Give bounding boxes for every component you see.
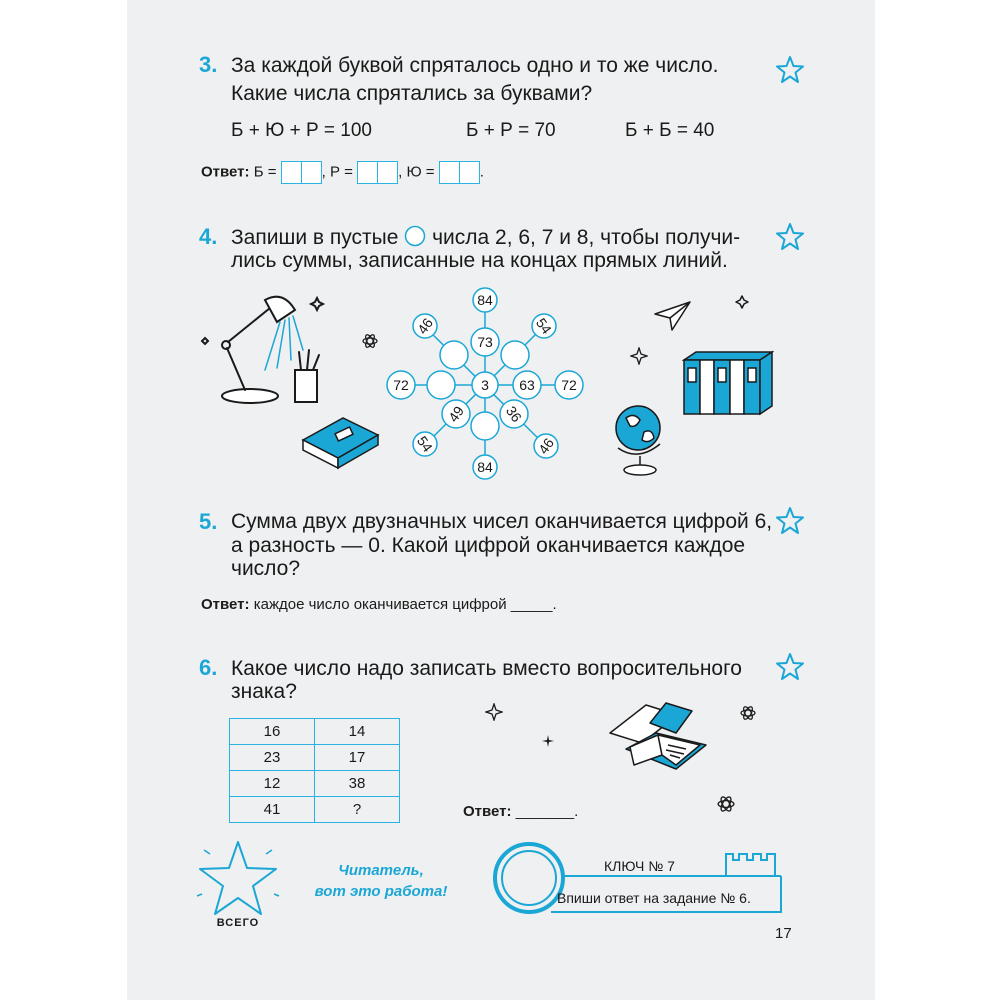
sum-puzzle-diagram — [380, 280, 590, 490]
sparkle-icon — [485, 703, 503, 721]
answer-r-label: , Р = — [321, 163, 353, 181]
sum-upper-left: 46 — [413, 315, 437, 337]
table-row — [230, 745, 400, 771]
page-number: 17 — [775, 925, 792, 942]
task4-number: 4. — [199, 224, 218, 249]
answer-label: Ответ: — [463, 803, 512, 820]
answer-yu-box-2[interactable] — [460, 161, 480, 184]
atom-icon — [717, 795, 735, 813]
total-label: ВСЕГО — [216, 917, 260, 929]
key-title: КЛЮЧ № 7 — [604, 858, 675, 874]
sum-bottom: 84 — [477, 459, 493, 475]
cheer-line-1: Читатель, — [338, 862, 424, 879]
table-cell: 23 — [230, 745, 315, 771]
empty-circle[interactable] — [501, 341, 529, 369]
task6-text-line2: знака? — [231, 680, 297, 703]
star-icon — [775, 222, 805, 252]
table-row — [230, 719, 400, 745]
task6-answer-blank: _______. — [515, 803, 579, 820]
sparkle-icon — [630, 347, 648, 365]
answer-b-box-1[interactable] — [281, 161, 302, 184]
task4-text-line2: лись суммы, записанные на концах прямых линий. — [231, 249, 728, 272]
sum-top: 84 — [477, 292, 493, 308]
cheer-text — [296, 860, 466, 902]
sum-right: 72 — [561, 377, 577, 393]
sparkle-icon — [541, 734, 555, 748]
task4-text-part-b: числа 2, 6, 7 и 8, чтобы получи- — [432, 226, 741, 249]
task3-equation-3: Б + Б = 40 — [625, 120, 715, 141]
total-star-icon — [196, 838, 280, 934]
table-cell: 14 — [315, 719, 400, 745]
empty-circle[interactable] — [471, 412, 499, 440]
atom-icon — [740, 705, 756, 721]
star-icon — [775, 506, 805, 536]
task5-text-line2: а разность — 0. Какой цифрой оканчивается каждое — [231, 534, 746, 557]
task6-text-line1: Какое число надо записать вместо вопросительного — [231, 657, 742, 680]
key-instruction: Впиши ответ на задание № 6. — [557, 890, 751, 906]
paper-plane-icon — [650, 292, 755, 337]
answer-b-label: Б = — [253, 163, 277, 181]
answer-end: . — [479, 163, 484, 181]
open-books-icon — [606, 693, 714, 779]
sum-lower-right: 46 — [534, 435, 558, 457]
sum-left: 72 — [393, 377, 409, 393]
task3-text-line2: Какие числа спрятались за буквами? — [231, 82, 593, 105]
table-cell: 38 — [315, 771, 400, 797]
sum-lower-left: 54 — [413, 433, 437, 455]
books-stack-icon — [298, 410, 383, 475]
sum-inner-lower-right: 36 — [502, 403, 526, 425]
task3-number: 3. — [199, 52, 218, 77]
table-row — [230, 797, 400, 823]
task3-text-line1: За каждой буквой спряталось одно и то же число. — [231, 54, 719, 77]
task6-number-table — [229, 718, 400, 823]
sum-center: 3 — [481, 377, 489, 393]
task6-answer — [463, 803, 578, 820]
sum-inner-top: 73 — [477, 334, 493, 350]
key-icon — [489, 838, 785, 918]
table-cell: 41 — [230, 797, 315, 823]
answer-r-box-2[interactable] — [378, 161, 398, 184]
atom-icon — [362, 333, 378, 349]
table-cell: ? — [315, 797, 400, 823]
sum-inner-lower-left: 49 — [444, 403, 468, 425]
globe-icon — [608, 398, 673, 478]
table-row — [230, 771, 400, 797]
task5-answer — [201, 596, 557, 613]
task5-answer-text: каждое число оканчивается цифрой _____. — [253, 596, 557, 613]
desk-lamp-icon — [195, 290, 330, 410]
cheer-line-2: вот это работа! — [314, 883, 448, 900]
table-cell: 17 — [315, 745, 400, 771]
empty-circle[interactable] — [440, 341, 468, 369]
task3-answer — [201, 161, 484, 184]
sum-upper-right: 54 — [532, 315, 556, 337]
table-cell: 12 — [230, 771, 315, 797]
task6-number: 6. — [199, 655, 218, 680]
task3-equation-1: Б + Ю + Р = 100 — [231, 120, 372, 141]
task5-number: 5. — [199, 509, 218, 534]
answer-yu-box-1[interactable] — [439, 161, 460, 184]
answer-b-box-2[interactable] — [302, 161, 322, 184]
star-icon — [775, 652, 805, 682]
sum-inner-right: 63 — [519, 377, 535, 393]
empty-circle-icon — [404, 225, 426, 247]
empty-circle[interactable] — [427, 371, 455, 399]
star-icon — [775, 55, 805, 85]
table-cell: 16 — [230, 719, 315, 745]
answer-label: Ответ: — [201, 596, 250, 613]
binders-icon — [682, 346, 774, 418]
task5-text-line3: число? — [231, 557, 301, 580]
task4-text-part-a: Запиши в пустые — [231, 226, 399, 249]
answer-label: Ответ: — [201, 163, 250, 181]
answer-yu-label: , Ю = — [398, 163, 435, 181]
task5-text-line1: Сумма двух двузначных чисел оканчивается цифрой 6, — [231, 510, 773, 533]
task3-equation-2: Б + Р = 70 — [466, 120, 556, 141]
answer-r-box-1[interactable] — [357, 161, 378, 184]
